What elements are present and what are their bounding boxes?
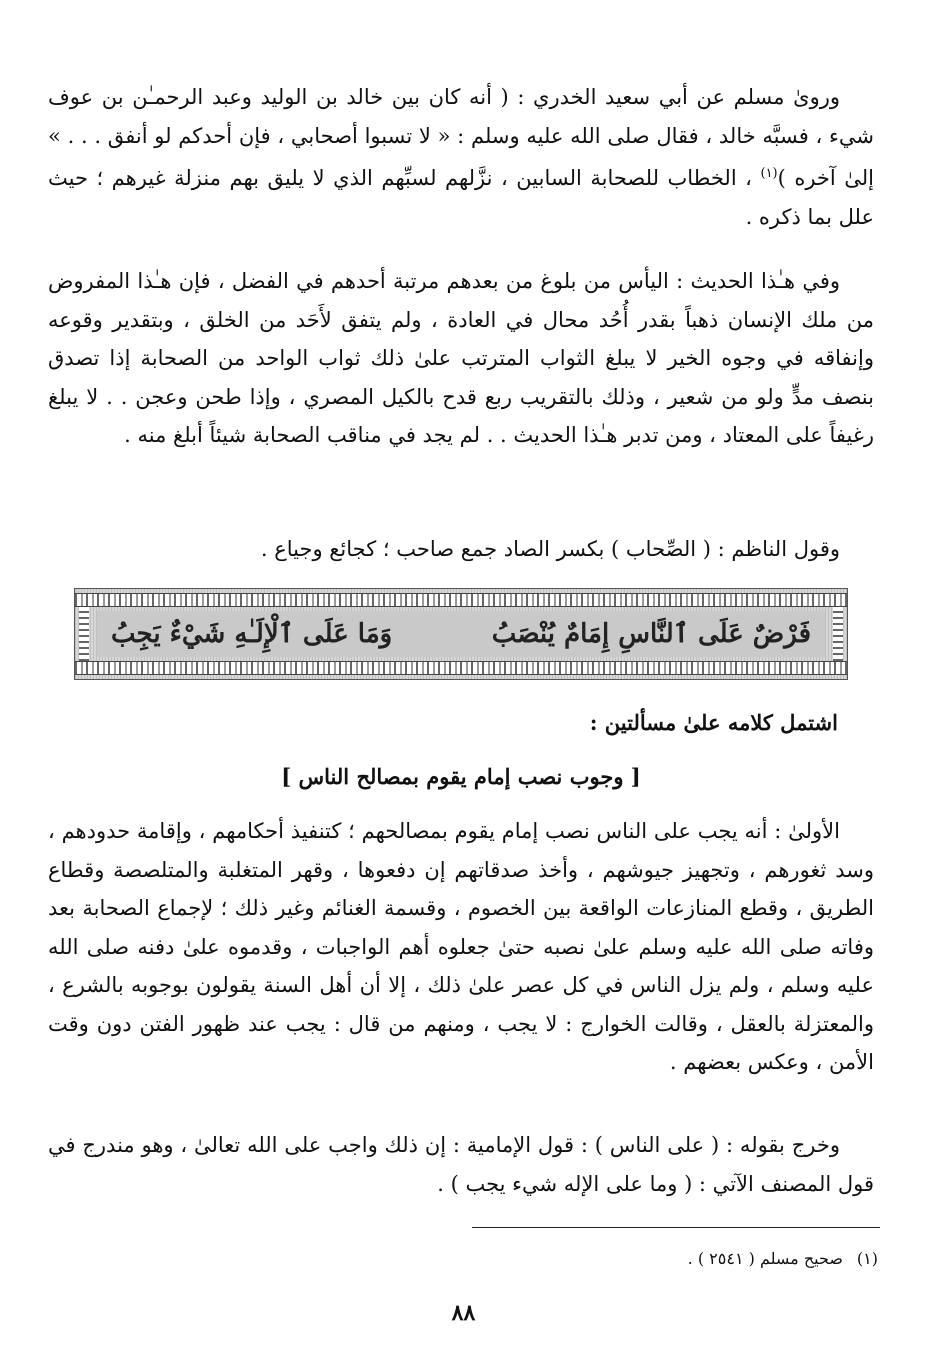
paragraph-first-issue: الأولىٰ : أنه يجب على الناس نصب إمام يقوم بمصالحهم ؛ كتنفيذ أحكامهم ، وإقامة حدودهم ، وسد ثغورهم ، وتجهيز جيوشهم ، وأخذ صدقاتهم إن دفعوها ، وقهر المتغلبة والمتلصصة وقطاع الطريق ، وقطع المنازعات الواقعة بين الخصوم ، وقسمة الغنائم وغير ذلك ؛ لإجماع الصحابة بعد وفاته صلى الله عليه وسلم علىٰ نصبه حتىٰ جعلوه أهم الواجبات ، وقدموه علىٰ دفنه صلى الله عليه وسلم ، ولم يزل الناس في كل عصر علىٰ ذلك ، إلا أن أهل السنة يقولون بوجوبه بالشرع ، والمعتزلة بالعقل ، وقالت الخوارج : لا يجب ، ومنهم من قال : يجب عند ظهور الفتن دون وقت الأمن ، وعكس بعضهم . bbox=[48, 819, 874, 1074]
paragraph-hadith-text: ورویٰ مسلم عن أبي سعيد الخدري : ( أنه كان بين خالد بن الوليد وعبد الرحمـٰن بن عوف شيء ، فسبَّه خالد ، فقال صلى الله عليه وسلم : « لا تسبوا أصحابي ، فإن أحدكم لو أنفق . . . » إلىٰ آخره ) bbox=[48, 85, 874, 190]
frame-border-left bbox=[79, 607, 89, 661]
verse-line bbox=[97, 611, 825, 657]
paragraph-imamiyya: وخرج بقوله : ( على الناس ) : قول الإمامية : إن ذلك واجب على الله تعالىٰ ، وهو مندرج في قول المصنف الآتي : ( وما على الإله شيء يجب ) . bbox=[48, 1133, 874, 1196]
page-number: ٨٨ bbox=[451, 1300, 476, 1326]
footnote-number: (١) bbox=[856, 1249, 878, 1268]
paragraph-two-issues: اشتمل كلامه علىٰ مسألتين : bbox=[589, 710, 838, 735]
verse-first-hemistich: فَرْضٌ عَلَى ٱلنَّاسِ إِمَامٌ يُنْصَبُ bbox=[491, 619, 811, 649]
paragraph-hadith bbox=[48, 78, 874, 236]
paragraph-hadith-tail: ، الخطاب للصحابة السابين ، نزَّلهم لسبِّهم الذي لا يليق بهم منزلة غيرهم ؛ حيث علل بما ذكره . bbox=[48, 166, 874, 229]
frame-border-right bbox=[833, 607, 843, 661]
paragraph-commentary: وفي هـٰذا الحديث : اليأس من بلوغ من بعدهم مرتبة أحدهم في الفضل ، فإن هـٰذا المفروض من ملك الإنسان ذهباً بقدر أُحُد محال في العادة ، ولم يتفق لأَحَد من الخلق ، وبتقدير وقوعه وإنفاقه في وجوه الخير لا يبلغ الثواب المترتب علىٰ ذلك ثواب الواحد من الصحابة إذا تصدق بنصف مدٍّ ولو من شعير ، وذلك بالتقريب ربع قدح بالكيل المصري ، وإذا طحن وعجن . . لا يبلغ رغيفاً على المعتاد ، ومن تدبر هـٰذا الحديث . . لم يجد في مناقب الصحابة شيئاً أبلغ منه . bbox=[48, 269, 874, 447]
verse-frame bbox=[74, 588, 848, 680]
footnote-divider bbox=[472, 1227, 880, 1228]
verse-second-hemistich: وَمَا عَلَى ٱلْإِلَـٰهِ شَيْءٌ يَجِبُ bbox=[111, 619, 393, 649]
paragraph-nazim: وقول الناظم : ( الصِّحاب ) بكسر الصاد جمع صاحب ؛ كجائع وجياع . bbox=[260, 537, 840, 561]
frame-border-top bbox=[75, 593, 847, 607]
footnote bbox=[400, 1247, 878, 1271]
frame-border-bottom bbox=[75, 661, 847, 675]
section-heading: [ وجوب نصب إمام يقوم بمصالح الناس ] bbox=[281, 764, 641, 789]
footnote-text: صحيح مسلم ( ٢٥٤١ ) . bbox=[687, 1249, 843, 1268]
footnote-reference[interactable]: (١) bbox=[760, 166, 778, 181]
